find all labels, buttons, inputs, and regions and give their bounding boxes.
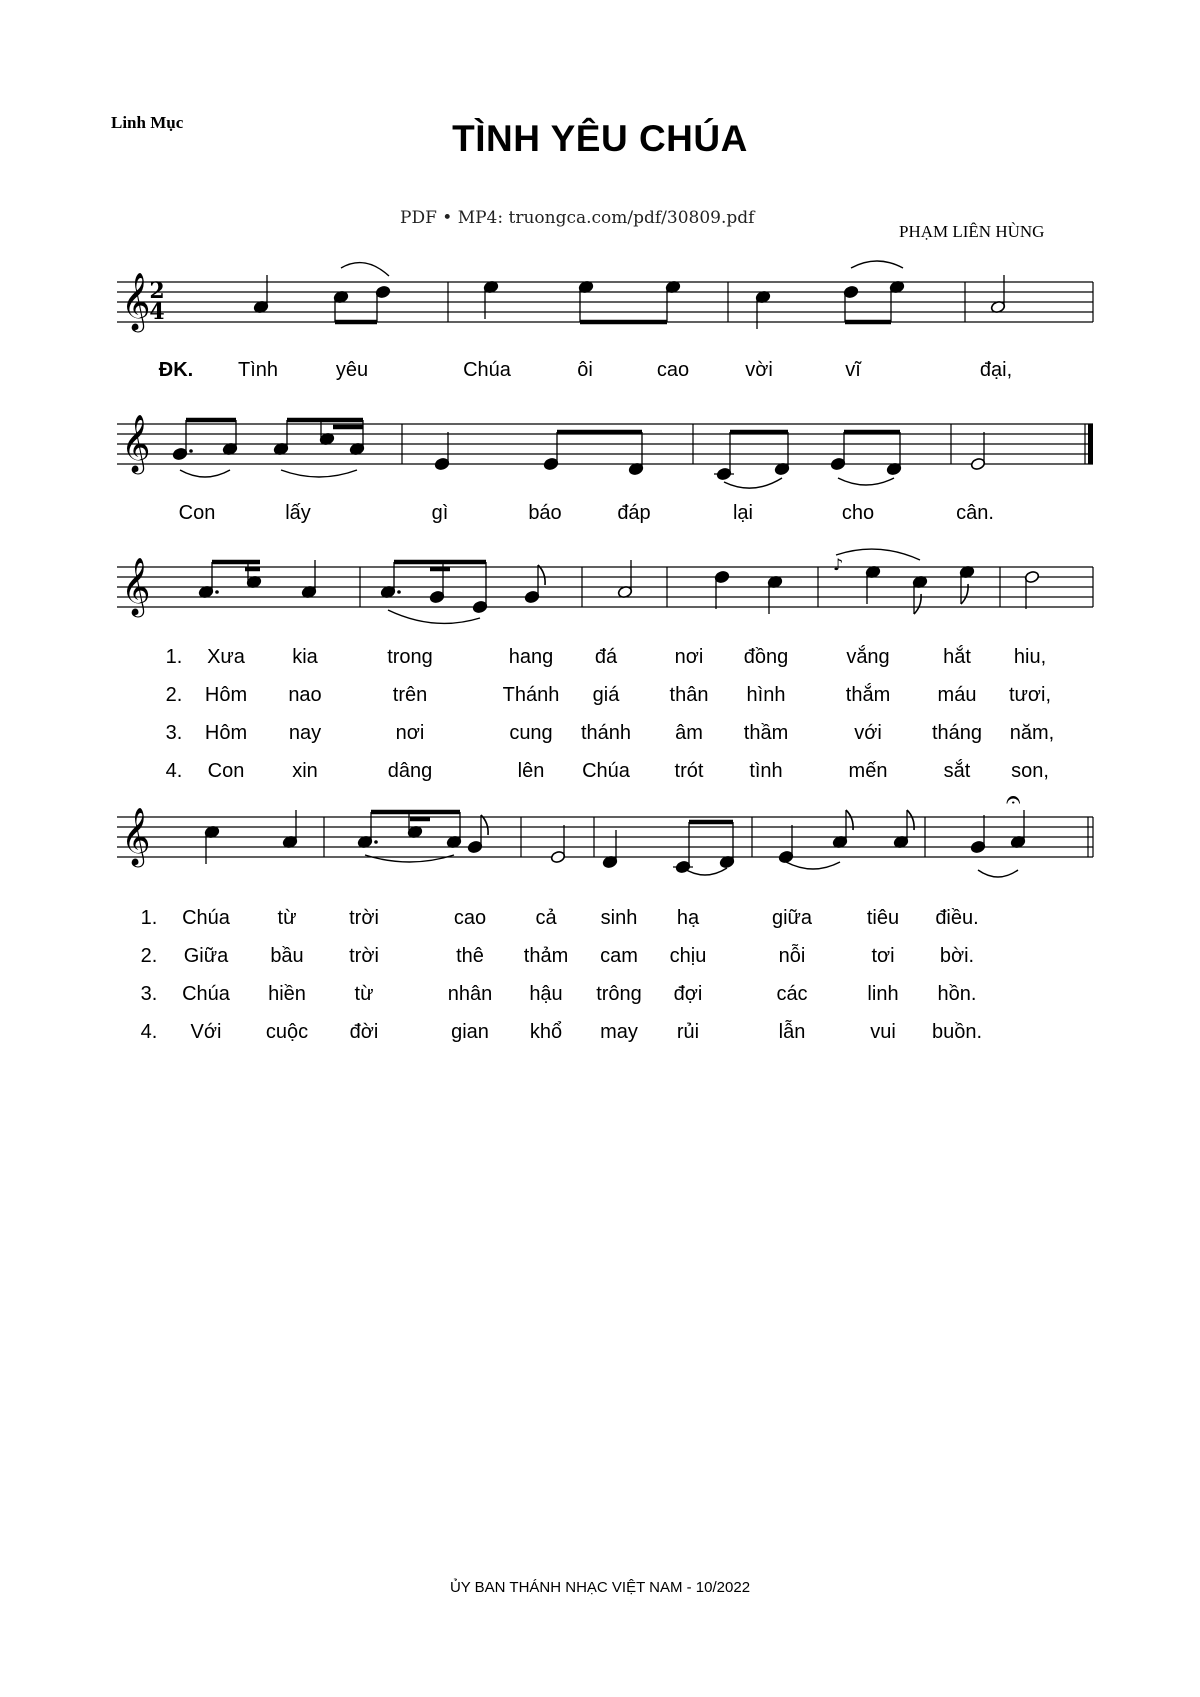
note	[889, 280, 904, 322]
refrain-lyric: lấy	[285, 502, 311, 524]
verse-lyric: hạ	[676, 907, 700, 929]
note	[333, 290, 348, 322]
verse-lyric: thảm	[523, 945, 569, 967]
note	[970, 432, 985, 471]
note	[990, 275, 1005, 314]
refrain-lyric: cân.	[956, 502, 994, 524]
slur	[281, 470, 357, 477]
dot	[189, 449, 193, 453]
verse-lyric: các	[776, 983, 808, 1005]
verse-lyric: thân	[669, 684, 709, 706]
note	[719, 822, 734, 869]
note	[222, 420, 237, 456]
flag	[481, 815, 488, 835]
treble-clef-icon: 𝄞	[121, 272, 151, 330]
verse-lyric: may	[600, 1021, 638, 1043]
refrain-label: ĐK.	[158, 359, 194, 381]
note	[253, 275, 268, 314]
refrain-lyric: Chúa	[463, 359, 511, 381]
verse-lyric: hiu,	[1013, 646, 1047, 668]
verse-lyric: bầu	[270, 945, 304, 967]
note	[767, 575, 782, 614]
verse-number: 2.	[165, 684, 183, 706]
refrain-lyric: cao	[656, 359, 690, 381]
verse-number: 2.	[140, 945, 158, 967]
verse-lyric: cung	[509, 722, 553, 744]
note	[246, 562, 261, 589]
verse-lyric: đời	[349, 1021, 379, 1043]
note	[483, 280, 498, 319]
refrain-lyric: vời	[745, 359, 773, 381]
slur	[388, 610, 480, 623]
verse-lyric: giữa	[771, 907, 813, 929]
verse-lyric: Hôm	[204, 684, 248, 706]
note	[830, 432, 845, 471]
verse-lyric: vui	[870, 1021, 896, 1043]
note	[714, 432, 734, 481]
note	[301, 560, 316, 599]
note	[778, 825, 793, 864]
verse-number: 3.	[165, 722, 183, 744]
refrain-lyric: Con	[178, 502, 216, 524]
verse-lyric: trong	[387, 646, 433, 668]
verse-lyric: điều.	[935, 907, 979, 929]
verse-lyric: mến	[848, 760, 888, 782]
treble-clef-icon: 𝄞	[121, 557, 151, 615]
verse-lyric: sinh	[600, 907, 638, 929]
staff-3	[117, 557, 1093, 618]
verse-lyric: cả	[535, 907, 557, 929]
verse-lyric: thánh	[580, 722, 632, 744]
verse-lyric: Con	[207, 760, 245, 782]
dot	[374, 840, 378, 844]
verse-lyric: máu	[937, 684, 977, 706]
note	[467, 815, 488, 854]
refrain-lyric: đại,	[979, 359, 1013, 381]
verse-lyric: bời.	[939, 945, 975, 967]
verse-lyric: Chúa	[182, 907, 230, 929]
note	[273, 420, 288, 456]
verse-lyric: son,	[1011, 760, 1049, 782]
verse-lyric: thắm	[845, 684, 891, 706]
verse-lyric: trông	[596, 983, 642, 1005]
verse-lyric: tơi	[871, 945, 895, 967]
refrain-lyric: đáp	[617, 502, 651, 524]
verse-lyric: khổ	[529, 1021, 563, 1043]
verse-lyric: cam	[600, 945, 638, 967]
note	[602, 830, 617, 869]
verse-lyric: chịu	[669, 945, 707, 967]
note	[665, 280, 680, 322]
verse-number: 3.	[140, 983, 158, 1005]
verse-lyric: nơi	[395, 722, 425, 744]
slur	[683, 868, 727, 875]
verse-lyric: lẫn	[778, 1021, 806, 1043]
verse-lyric: trót	[674, 760, 704, 782]
verse-lyric: tiêu	[866, 907, 900, 929]
verse-lyric: Chúa	[582, 760, 630, 782]
verse-number: 4.	[140, 1021, 158, 1043]
footer-credit: ỦY BAN THÁNH NHẠC VIỆT NAM - 10/2022	[449, 1579, 751, 1596]
verse-lyric: nỗi	[778, 945, 806, 967]
verse-lyric: nhân	[447, 983, 493, 1005]
refrain-lyric: yêu	[335, 359, 369, 381]
verse-lyric: linh	[867, 983, 899, 1005]
note	[865, 565, 880, 604]
slur	[180, 470, 230, 477]
note	[843, 285, 858, 322]
source-link[interactable]: PDF • MP4: truongca.com/pdf/30809.pdf	[400, 208, 755, 228]
verse-lyric: hồn.	[937, 983, 977, 1005]
verse-lyric: đợi	[673, 983, 703, 1005]
time-signature-top: 2	[149, 278, 165, 304]
verse-lyric: tươi,	[1008, 684, 1052, 706]
verse-lyric: sắt	[943, 760, 971, 782]
refrain-lyric: cho	[841, 502, 875, 524]
treble-clef-icon: 𝄞	[121, 414, 151, 472]
note	[550, 825, 565, 864]
verse-number: 1.	[165, 646, 183, 668]
refrain-lyric: gì	[431, 502, 449, 524]
verse-lyric: Hôm	[204, 722, 248, 744]
slur	[978, 870, 1018, 877]
time-signature-bottom: 4	[149, 299, 165, 325]
slur	[365, 855, 454, 862]
verse-lyric: giá	[592, 684, 620, 706]
refrain-lyric: ôi	[577, 359, 593, 381]
verse-lyric: đá	[594, 646, 618, 668]
verse-lyric: âm	[675, 722, 703, 744]
verse-lyric: kia	[292, 646, 318, 668]
note	[375, 285, 390, 322]
note	[893, 810, 914, 849]
verse-lyric: xin	[292, 760, 318, 782]
verse-lyric: vắng	[846, 646, 890, 668]
dot	[397, 590, 401, 594]
verse-lyric: nao	[288, 684, 322, 706]
verse-lyric: Giữa	[183, 945, 229, 967]
verse-lyric: lên	[517, 760, 545, 782]
verse-lyric: trời	[349, 945, 379, 967]
note	[832, 810, 853, 849]
verse-lyric: tháng	[931, 722, 983, 744]
verse-number: 4.	[165, 760, 183, 782]
note	[755, 290, 770, 329]
note	[543, 432, 558, 471]
flag	[538, 565, 545, 585]
verse-lyric: buồn.	[931, 1021, 983, 1043]
treble-clef-icon: 𝄞	[121, 807, 151, 865]
verse-lyric: hang	[508, 646, 554, 668]
slur	[724, 478, 782, 488]
verse-lyric: Với	[190, 1021, 222, 1043]
verse-lyric: hậu	[529, 983, 563, 1005]
note	[959, 565, 974, 604]
verse-lyric: thê	[456, 945, 484, 967]
category-label: Linh Mục	[111, 113, 184, 132]
verse-lyric: hình	[746, 684, 786, 706]
verse-lyric: năm,	[1009, 722, 1055, 744]
fermata-icon: 𝄐	[1006, 785, 1021, 815]
note	[472, 562, 487, 614]
refrain-lyric: vĩ	[845, 359, 861, 381]
verse-lyric: hiền	[268, 983, 306, 1005]
final-barline	[1088, 424, 1093, 464]
grace-note-icon: ♪	[833, 555, 844, 574]
note	[617, 560, 632, 599]
note	[282, 810, 297, 849]
verse-lyric: trên	[392, 684, 428, 706]
verse-lyric: từ	[277, 907, 297, 929]
note	[1024, 570, 1039, 609]
verse-lyric: tình	[749, 760, 783, 782]
verse-lyric: Chúa	[182, 983, 230, 1005]
composer-name: PHẠM LIÊN HÙNG	[899, 222, 1045, 241]
note	[673, 822, 693, 874]
verse-lyric: từ	[354, 983, 374, 1005]
dot	[215, 590, 219, 594]
note	[578, 280, 593, 322]
song-title: TÌNH YÊU CHÚA	[452, 118, 748, 159]
note	[970, 815, 985, 854]
verse-lyric: nơi	[674, 646, 704, 668]
note	[434, 432, 449, 471]
note	[172, 420, 193, 461]
note	[204, 825, 219, 864]
slur	[836, 549, 920, 560]
note	[407, 812, 422, 839]
verse-lyric: rủi	[676, 1021, 700, 1043]
verse-lyric: cao	[453, 907, 487, 929]
verse-lyric: thầm	[743, 722, 789, 744]
refrain-lyric: lại	[732, 502, 754, 524]
verse-lyric: dâng	[387, 760, 433, 782]
verse-lyric: cuộc	[265, 1021, 309, 1043]
refrain-lyric: Tình	[237, 359, 279, 381]
slur	[838, 478, 894, 485]
verse-lyric: gian	[451, 1021, 489, 1043]
note	[1010, 810, 1025, 849]
staff-2	[117, 414, 1093, 475]
verse-lyric: trời	[349, 907, 379, 929]
verse-lyric: hắt	[943, 646, 971, 668]
refrain-lyric: báo	[528, 502, 562, 524]
verse-number: 1.	[140, 907, 158, 929]
note	[912, 575, 927, 614]
verse-lyric: với	[854, 722, 882, 744]
note	[714, 570, 729, 609]
slur	[851, 261, 903, 268]
verse-lyric: Thánh	[502, 684, 560, 706]
verse-lyric: đồng	[743, 646, 789, 668]
verse-lyric: Xưa	[207, 646, 245, 668]
note	[524, 565, 545, 604]
verse-lyric: nay	[288, 722, 322, 744]
slur	[341, 263, 389, 276]
slur	[786, 862, 840, 869]
